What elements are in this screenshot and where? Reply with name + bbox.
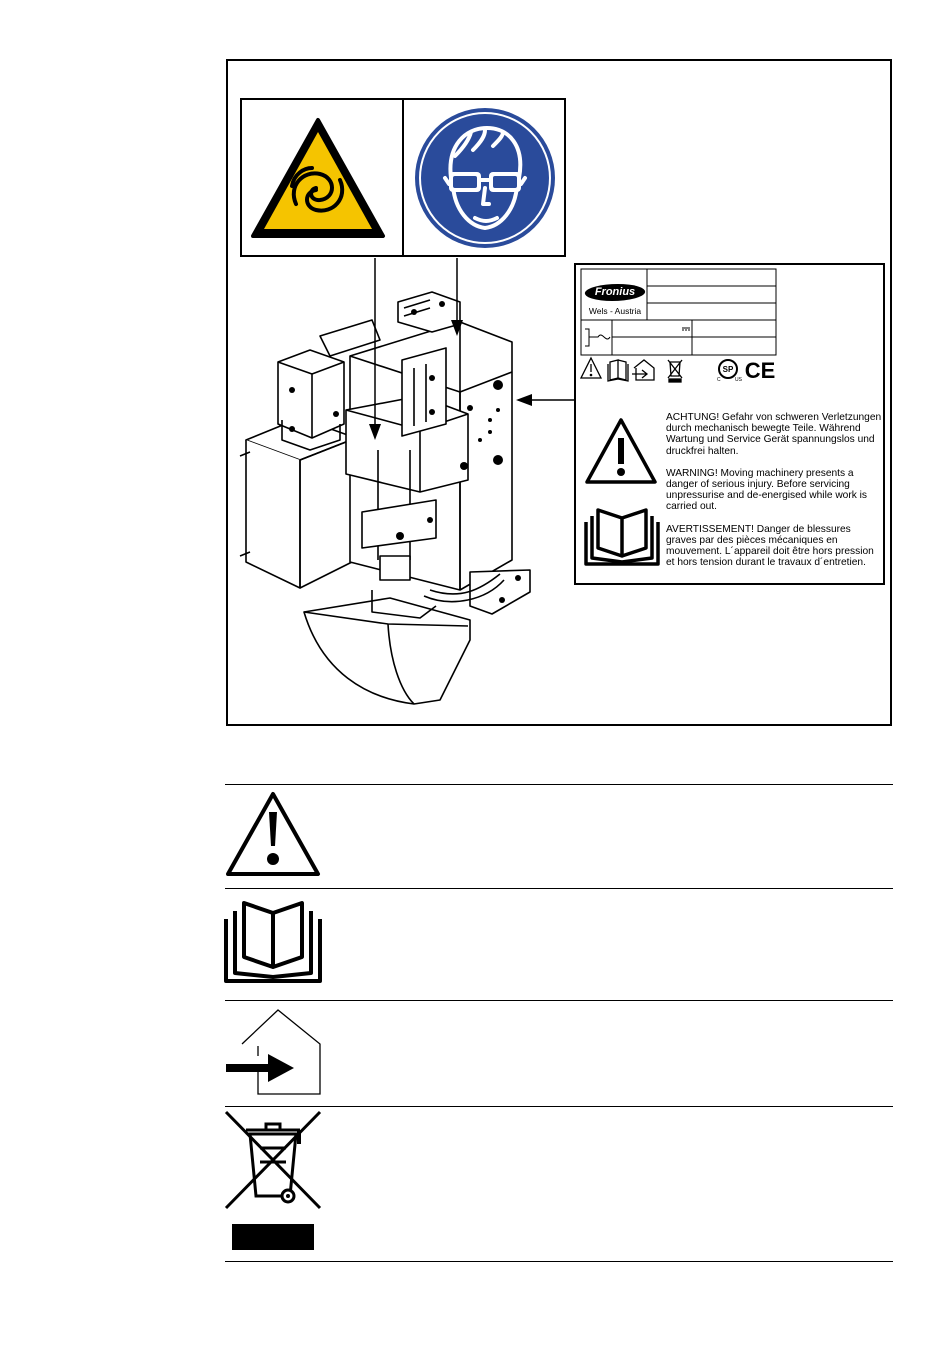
eye-protection-mandatory-icon xyxy=(413,106,557,250)
ce-mark: CE xyxy=(744,358,776,383)
legend-indoor-use-icon xyxy=(222,1006,324,1098)
legend-rule xyxy=(225,1261,893,1262)
csa-c: C xyxy=(717,377,721,383)
legend-rule xyxy=(225,1000,893,1001)
plate-manual-icon xyxy=(584,502,660,566)
wire-feeder-drawing xyxy=(228,250,588,720)
pictogram-divider xyxy=(402,98,404,257)
legend-weee-disposal-icon xyxy=(222,1108,324,1256)
plate-origin: Wels - Austria xyxy=(588,306,642,316)
rotating-parts-warning-icon xyxy=(248,114,388,242)
plate-symbol-row xyxy=(580,354,705,384)
legend-rule xyxy=(225,784,893,785)
csa-mark: SP xyxy=(722,365,734,374)
plate-warning-icon xyxy=(583,416,659,488)
fronius-logo-text: Fronius xyxy=(594,286,636,298)
legend-rule xyxy=(225,1106,893,1107)
warning-english: WARNING! Moving machinery presents a danger of serious injury. Before servicing unpressurise and de-energised while work is carried out. xyxy=(666,467,868,513)
legend-warning-icon xyxy=(222,788,324,880)
warning-french: AVERTISSEMENT! Danger de blessures graves par des pièces mécaniques en mouvement. L´appareil doit être hors pression et hors tension durant le travaux d´entretien. xyxy=(666,523,874,569)
legend-manual-icon xyxy=(222,897,324,985)
plate-warning-text xyxy=(666,412,882,568)
csa-us: US xyxy=(735,377,742,383)
legend-rule xyxy=(225,888,893,889)
certification-marks xyxy=(714,357,778,383)
warning-german: ACHTUNG! Gefahr von schweren Verletzungen durch mechanisch bewegte Teile. Während Wartung und Service Gerät spannungslos und druckfrei halten. xyxy=(666,412,882,457)
